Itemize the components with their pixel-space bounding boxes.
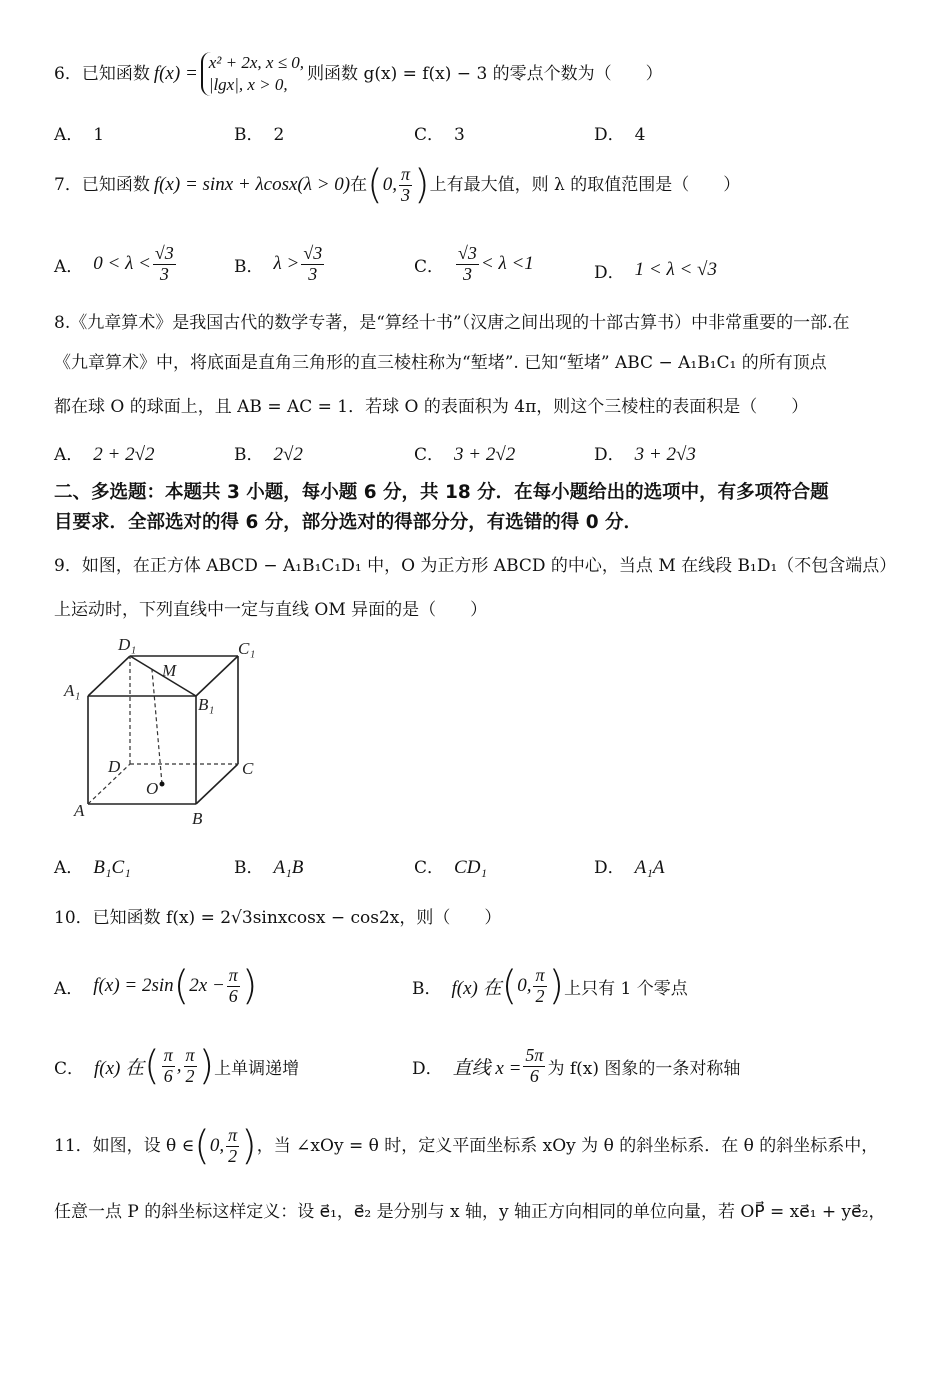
q6-option-a[interactable] bbox=[54, 120, 104, 145]
option-label: B． bbox=[234, 858, 264, 878]
option-fraction bbox=[227, 966, 240, 1007]
point-o bbox=[160, 782, 165, 787]
option-label: A． bbox=[54, 256, 84, 277]
label-d: D bbox=[108, 757, 121, 776]
option-text: A₁A bbox=[634, 857, 665, 878]
label-m: M bbox=[162, 661, 177, 680]
option-text: 3 + 2√2 bbox=[454, 444, 516, 465]
option-post: < λ <1 bbox=[480, 253, 534, 275]
right-paren-icon: ) bbox=[198, 1043, 215, 1089]
option-pre: 直线 x = bbox=[452, 1057, 522, 1079]
q8-option-a[interactable] bbox=[54, 440, 155, 466]
q7-option-a[interactable] bbox=[54, 244, 178, 285]
numerator: √3 bbox=[303, 243, 323, 263]
edge-a1-d1 bbox=[88, 656, 130, 696]
option-label: D． bbox=[594, 125, 625, 145]
q6-lead: 6．已知函数 bbox=[54, 63, 150, 84]
q9-options bbox=[54, 853, 914, 883]
q10-options-row-2 bbox=[54, 1038, 914, 1094]
denominator: 3 bbox=[308, 263, 318, 284]
option-pre: f(x) = 2sin bbox=[93, 975, 174, 996]
q6-stem bbox=[54, 46, 663, 102]
option-pre: 0 < λ < bbox=[93, 253, 151, 275]
q9-option-c[interactable] bbox=[414, 853, 487, 879]
q9-option-d[interactable] bbox=[594, 853, 664, 879]
q10-option-c[interactable] bbox=[54, 1038, 299, 1094]
option-fraction bbox=[301, 244, 324, 285]
section-heading-line-2: 目要求．全部选对的得 6 分，部分选对的得部分分，有选错的得 0 分． bbox=[54, 511, 643, 533]
q6-tail: 则函数 g(x) = f(x) − 3 的零点个数为（ ） bbox=[307, 63, 663, 84]
right-paren-icon: ) bbox=[241, 1123, 257, 1169]
denominator: 2 bbox=[185, 1065, 195, 1086]
section-heading bbox=[54, 478, 904, 537]
option-label: C． bbox=[414, 256, 445, 277]
q9-option-a[interactable] bbox=[54, 853, 131, 879]
q10-stem: 10．已知函数 f(x) = 2√3sinxcosx − cos2x，则（ ） bbox=[54, 908, 502, 928]
q11-stem bbox=[54, 1118, 878, 1174]
option-label: C． bbox=[414, 445, 445, 465]
option-text: CD₁ bbox=[454, 857, 488, 878]
q7-tail: 上有最大值，则 λ 的取值范围是（ ） bbox=[429, 174, 741, 195]
option-label: A． bbox=[54, 445, 84, 465]
q10-options-row-1 bbox=[54, 958, 914, 1014]
option-fraction-2 bbox=[184, 1046, 197, 1087]
denominator: 3 bbox=[462, 263, 472, 284]
q8-option-b[interactable] bbox=[234, 440, 303, 466]
q6-option-c[interactable] bbox=[414, 120, 465, 145]
label-b1: B₁ bbox=[198, 695, 215, 714]
denominator: 6 bbox=[163, 1065, 173, 1086]
label-c1: C₁ bbox=[238, 639, 256, 658]
q11-lead: 11．如图，设 θ ∈ bbox=[54, 1135, 195, 1156]
q7-in: 在 bbox=[350, 174, 368, 195]
numerator: π bbox=[401, 163, 411, 184]
q6-piecewise bbox=[201, 52, 304, 96]
option-label: A． bbox=[54, 858, 84, 878]
q9-line-1: 9．如图，在正方体 ABCD − A₁B₁C₁D₁ 中，O 为正方形 ABCD 的中心，当点 M 在线段 B₁D₁（不包含端点） bbox=[54, 556, 897, 576]
option-label: B． bbox=[412, 978, 442, 999]
left-paren-icon: ( bbox=[173, 963, 190, 1009]
label-o: O bbox=[146, 779, 159, 798]
option-pre: 1 < λ < √3 bbox=[634, 259, 717, 280]
option-pre: f(x) 在 bbox=[94, 1057, 145, 1079]
left-paren-icon: ( bbox=[144, 1043, 160, 1089]
left-paren-icon: ( bbox=[367, 162, 383, 208]
right-paren-icon: ) bbox=[548, 963, 565, 1009]
q8-line-1: 8.《九章算术》是我国古代的数学专著，是“算经十书”（汉唐之间出现的十部古算书）中非常重要的一部.在 bbox=[54, 313, 850, 333]
option-fraction-1 bbox=[162, 1046, 175, 1087]
option-label: C． bbox=[54, 1058, 85, 1079]
option-label: C． bbox=[414, 125, 445, 145]
option-text: 4 bbox=[634, 125, 646, 145]
q8-option-c[interactable] bbox=[414, 440, 515, 466]
denominator: 6 bbox=[529, 1065, 539, 1086]
option-post: 上只有 1 个零点 bbox=[564, 978, 688, 999]
option-label: B． bbox=[234, 445, 264, 465]
option-label: B． bbox=[234, 256, 264, 277]
option-inner: 2x − bbox=[189, 975, 225, 996]
label-a1: A₁ bbox=[64, 681, 81, 700]
q6-function-name: f(x) = bbox=[153, 62, 198, 84]
option-text: B₁C₁ bbox=[93, 857, 131, 878]
option-inner: 0, bbox=[517, 975, 532, 996]
numerator: π bbox=[228, 1124, 238, 1145]
denominator: 3 bbox=[401, 184, 411, 205]
q10-option-d[interactable] bbox=[412, 1038, 740, 1094]
right-paren-icon: ) bbox=[414, 162, 430, 208]
q11-tail: ，当 ∠xOy = θ 时，定义平面坐标系 xOy 为 θ 的斜坐标系．在 θ 的斜坐标系中， bbox=[256, 1135, 879, 1156]
q10-option-b[interactable] bbox=[412, 958, 688, 1014]
option-post: 上单调递增 bbox=[214, 1058, 300, 1079]
q11-left: 0, bbox=[209, 1134, 225, 1156]
numerator: √3 bbox=[154, 243, 174, 263]
option-fraction bbox=[533, 966, 546, 1007]
option-label: A． bbox=[54, 978, 84, 999]
q7-option-b[interactable] bbox=[234, 244, 326, 285]
option-text: 2√2 bbox=[273, 444, 303, 465]
denominator: 3 bbox=[159, 263, 169, 284]
numerator: π bbox=[228, 964, 238, 985]
option-pre: f(x) 在 bbox=[451, 977, 502, 999]
edge-c1-b1 bbox=[196, 656, 238, 696]
q7-interval-fraction bbox=[399, 165, 412, 206]
edge-c-b bbox=[196, 764, 238, 804]
numerator: π bbox=[535, 964, 545, 985]
option-fraction bbox=[153, 244, 176, 285]
q7-lead: 7．已知函数 bbox=[54, 174, 150, 195]
option-post: 为 f(x) 图象的一条对称轴 bbox=[547, 1058, 741, 1079]
left-paren-icon: ( bbox=[501, 963, 518, 1009]
label-c: C bbox=[242, 759, 254, 778]
q10-option-a[interactable] bbox=[54, 958, 257, 1014]
q7-stem bbox=[54, 160, 740, 210]
denominator: 6 bbox=[228, 985, 238, 1006]
q7-option-d[interactable] bbox=[594, 244, 717, 296]
numerator: √3 bbox=[458, 243, 477, 263]
option-text: 2 bbox=[273, 125, 285, 145]
q7-options bbox=[54, 244, 914, 296]
q6-option-b[interactable] bbox=[234, 120, 284, 145]
q7-interval-left: 0, bbox=[382, 173, 397, 195]
denominator: 2 bbox=[228, 1145, 238, 1166]
q8-options bbox=[54, 440, 914, 470]
cube-figure bbox=[56, 632, 276, 832]
option-label: D． bbox=[594, 262, 625, 283]
q11-fraction bbox=[226, 1126, 239, 1167]
q9-line-2: 上运动时，下列直线中一定与直线 OM 异面的是（ ） bbox=[54, 600, 488, 620]
option-text: 2 + 2√2 bbox=[93, 444, 155, 465]
option-label: C． bbox=[414, 858, 445, 878]
option-text: 3 + 2√3 bbox=[634, 444, 696, 465]
q8-line-3: 都在球 O 的球面上，且 AB = AC = 1．若球 O 的表面积为 4π，则这个三棱柱的表面积是（ ） bbox=[54, 397, 809, 417]
q6-case-1: x² + 2x, x ≤ 0, bbox=[208, 52, 305, 72]
q11-line-2: 任意一点 P 的斜坐标这样定义：设 e⃗₁，e⃗₂ 是分别与 x 轴，y 轴正方向相同的单位向量，若 OP⃗ = xe⃗₁ + ye⃗₂， bbox=[54, 1202, 886, 1222]
q6-options bbox=[54, 120, 914, 150]
q7-option-c[interactable] bbox=[414, 244, 534, 285]
option-fraction bbox=[456, 244, 479, 285]
label-d1: D₁ bbox=[118, 635, 137, 654]
q9-option-b[interactable] bbox=[234, 853, 303, 879]
section-heading-line-1: 二、多选题：本题共 3 小题，每小题 6 分，共 18 分．在每小题给出的选项中，有多项符合题 bbox=[54, 482, 829, 503]
option-text: 3 bbox=[454, 125, 465, 145]
segment-o-m bbox=[152, 670, 162, 784]
q8-option-d[interactable] bbox=[594, 440, 696, 466]
option-text: A₁B bbox=[273, 857, 304, 878]
denominator: 2 bbox=[535, 985, 545, 1006]
option-label: D． bbox=[594, 858, 625, 878]
option-text: 1 bbox=[93, 125, 105, 145]
option-label: D． bbox=[412, 1058, 443, 1079]
option-pre: λ > bbox=[273, 253, 300, 275]
q7-function: f(x) = sinx + λcosx(λ > 0) bbox=[153, 173, 351, 195]
label-a: A bbox=[74, 801, 85, 820]
option-label: A． bbox=[54, 125, 84, 145]
option-label: B． bbox=[234, 125, 264, 145]
q6-case-2: |lgx|, x > 0, bbox=[208, 75, 288, 94]
left-paren-icon: ( bbox=[194, 1123, 210, 1169]
numerator: π bbox=[185, 1044, 195, 1065]
q6-option-d[interactable] bbox=[594, 120, 645, 145]
numerator: 5π bbox=[525, 1044, 544, 1065]
label-b: B bbox=[192, 809, 203, 828]
comma: , bbox=[176, 1055, 182, 1076]
q8-line-2: 《九章算术》中，将底面是直角三角形的直三棱柱称为“堑堵”. 已知“堑堵” ABC − A₁B₁C₁ 的所有顶点 bbox=[54, 353, 827, 373]
option-fraction bbox=[523, 1046, 545, 1087]
option-label: D． bbox=[594, 445, 625, 465]
right-paren-icon: ) bbox=[241, 963, 258, 1009]
numerator: π bbox=[163, 1044, 173, 1065]
